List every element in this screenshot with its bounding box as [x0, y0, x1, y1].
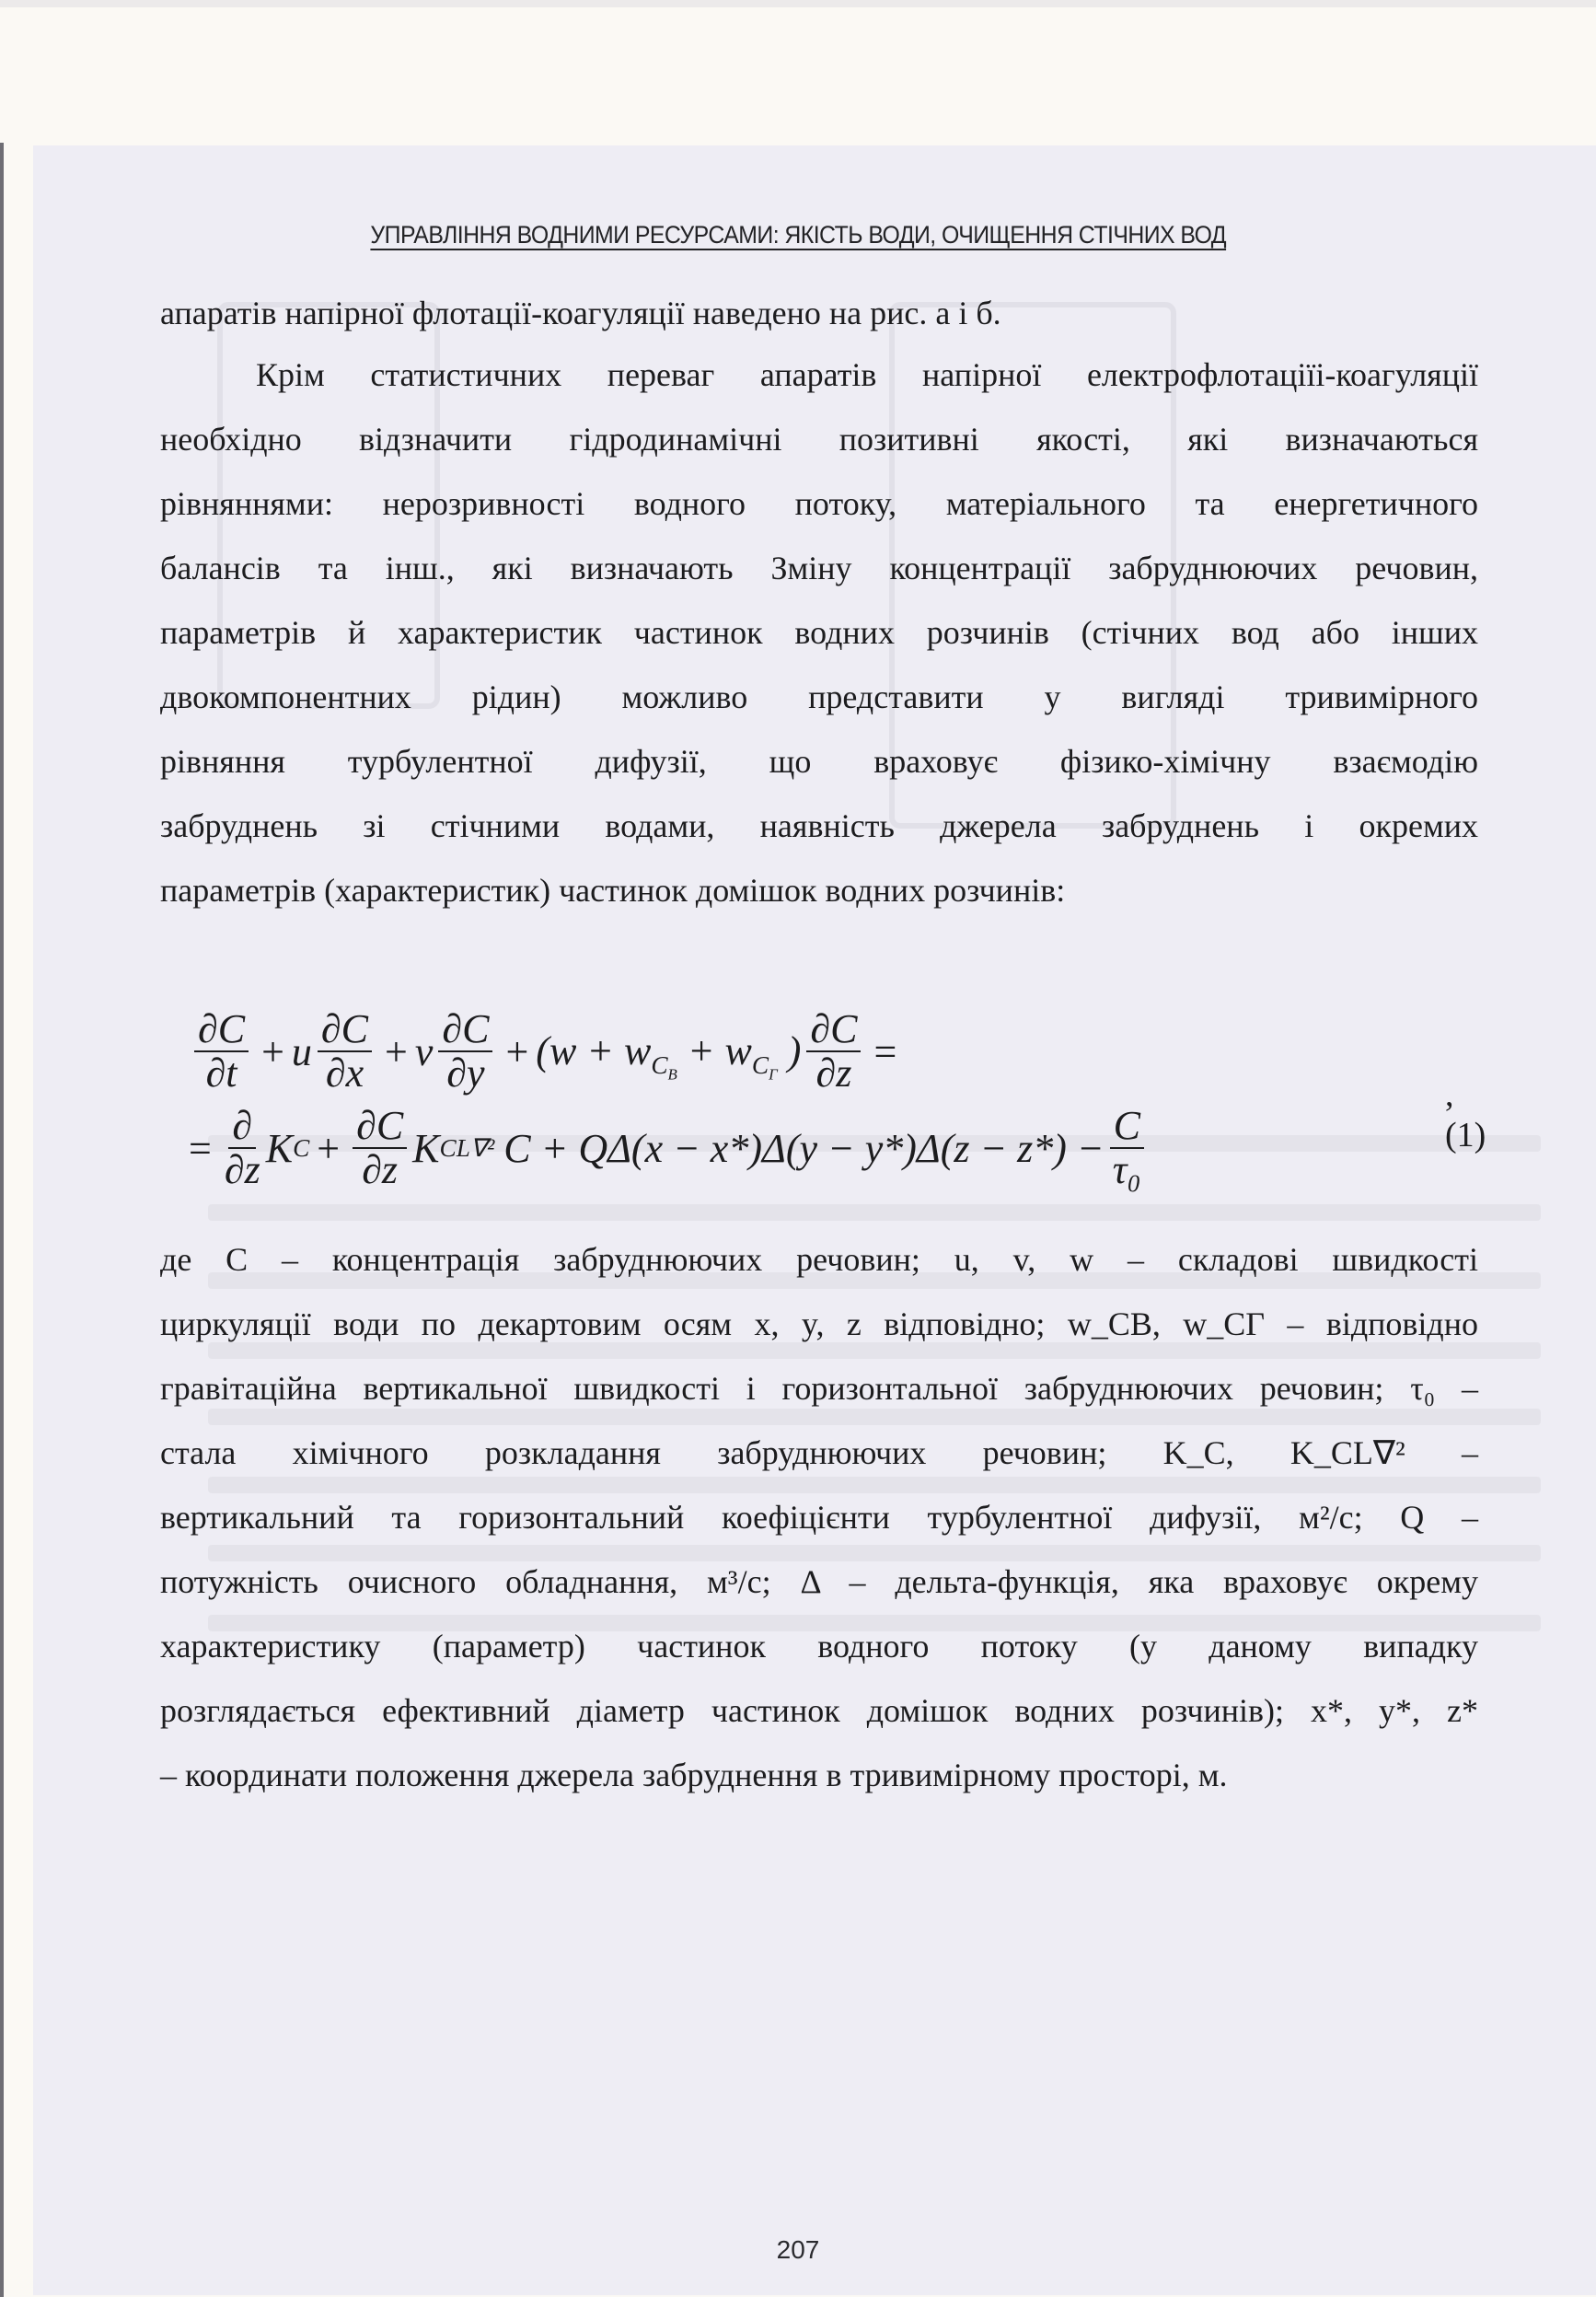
text-line: параметрів й характеристик частинок водних розчинів (стічних вод або інших — [160, 614, 1478, 651]
equation-row-1: $\frac{\partial C}{\partial t}$ + u $\frac{\partial C}{\partial x}$ + v $\frac{\partial C}{\partial y}$ + ($w + w_{C_В} + w_{C_Г}$ ) $\frac{\partial C}{\partial z}$ = — [189, 1008, 904, 1095]
text-line: розглядається ефективний діаметр частинок домішок водних розчинів); x*, y*, z* — [160, 1692, 1478, 1729]
running-header-text: УПРАВЛІННЯ ВОДНИМИ РЕСУРСАМИ: ЯКІСТЬ ВОДИ, ОЧИЩЕННЯ СТІЧНИХ ВОД — [370, 221, 1226, 249]
equation-number: , (1) — [1445, 1075, 1486, 1154]
text-line: гравітаційна вертикальної швидкості і горизонтальної забруднюючих речовин; τ₀ – — [160, 1370, 1478, 1407]
bleed-through-text — [208, 1204, 1541, 1221]
text-line: двокомпонентних рідин) можливо представити у вигляді тривимірного — [160, 679, 1478, 715]
text-line: необхідно відзначити гідродинамічні позитивні якості, які визначаються — [160, 421, 1478, 458]
fraction-dC-dz: $\frac{\partial C}{\partial z}$ — [806, 1008, 861, 1095]
paragraph-definitions — [160, 1227, 1478, 1807]
scan-top-strip — [0, 0, 1596, 7]
page-number: 207 — [776, 2235, 820, 2264]
scan-left-edge — [0, 143, 4, 2297]
text-line: апаратів напірної флотації-коагуляції наведено на рис. а і б. — [160, 295, 1001, 331]
running-header — [0, 221, 1596, 249]
fraction-d-dz: $\frac{\partial}{\partial z}$ — [224, 1103, 260, 1192]
text-line: балансів та інш., які визначають Зміну концентрації забруднюючих речовин, — [160, 550, 1478, 586]
text-line: стала хімічного розкладання забруднюючих речовин; K_C, K_CL∇² – — [160, 1434, 1478, 1471]
text-line: Крім статистичних переваг апаратів напірної електрофлотаціїі-коагуляції — [256, 356, 1478, 393]
text-line: рівняння турбулентної дифузії, що враховує фізико-хімічну взаємодію — [160, 743, 1478, 780]
text-line: характеристику (параметр) частинок водного потоку (у даному випадку — [160, 1628, 1478, 1665]
text-line: циркуляції води по декартовим осям x, y, z відповідно; w_CВ, w_CГ – відповідно — [160, 1305, 1478, 1342]
fraction-dC-dx: $\frac{\partial C}{\partial x}$ — [318, 1008, 372, 1095]
fraction-C-tau0: $\frac{C}{\text{τ₀}}$ — [1110, 1105, 1144, 1191]
fraction-dC-dz-2: $\frac{\partial C}{\partial z}$ — [353, 1105, 407, 1191]
text-line: де C – концентрація забруднюючих речовин; u, v, w – складові швидкості — [160, 1241, 1478, 1278]
fraction-dC-dy: $\frac{\partial C}{\partial y}$ — [438, 1008, 492, 1095]
text-line: – координати положення джерела забруднення в тривимірному просторі, м. — [160, 1757, 1228, 1793]
paragraph-continuation — [160, 281, 1478, 345]
paragraph-main — [160, 342, 1478, 922]
text-line: потужність очисного обладнання, м³/с; Δ – дельта-функція, яка враховує окрему — [160, 1563, 1478, 1600]
velocity-sum: ($w + w_{C_В} + w_{C_Г}$ ) — [536, 1028, 802, 1084]
text-line: рівняннями: нерозривності водного потоку, матеріального та енергетичного — [160, 485, 1478, 522]
equation-row-2: = $\frac{\partial}{\partial z}$ K C + $\frac{\partial C}{\partial z}$ K CL∇² C + QΔ(x − x*)Δ(y − y*)Δ(z − z*) − $\frac{C}{\text{τ₀}}$ — [189, 1105, 1150, 1191]
fraction-dC-dt: $\frac{\partial C}{\partial t}$ — [194, 1008, 249, 1095]
equation-1 — [189, 1008, 1496, 1201]
text-line: забруднень зі стічними водами, наявність джерела забруднень і окремих — [160, 807, 1478, 844]
text-line: вертикальний та горизонтальний коефіцієнти турбулентної дифузії, м²/с; Q – — [160, 1499, 1478, 1536]
text-line: параметрів (характеристик) частинок домішок водних розчинів: — [160, 872, 1066, 909]
